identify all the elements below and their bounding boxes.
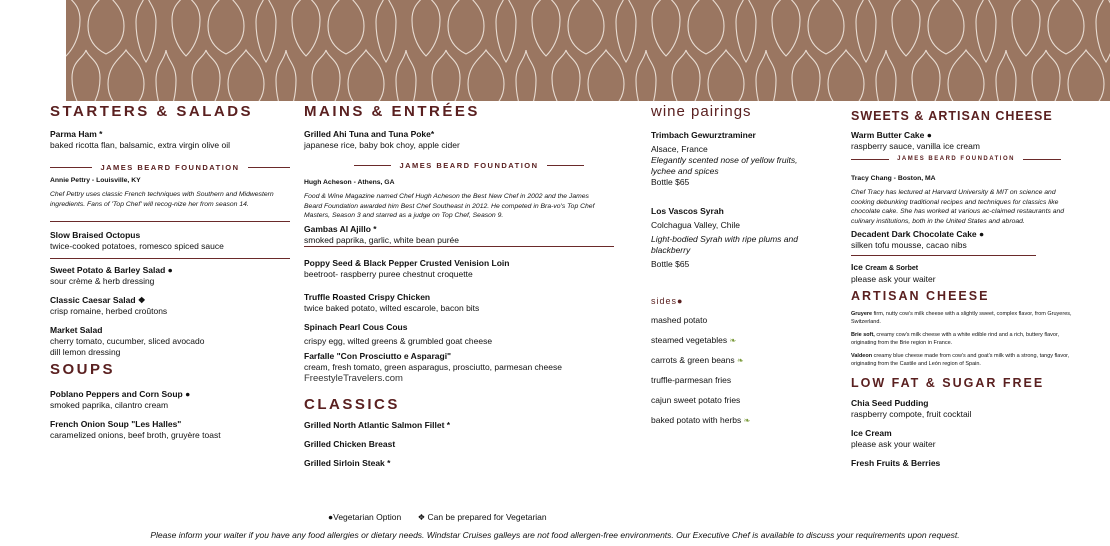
wine-item [651,206,821,270]
wine-heading: wine pairings [651,103,752,120]
amphora-shape [756,50,776,101]
amphora-shape [588,50,624,101]
amphora-shape [1048,0,1084,54]
amphora-shape [636,50,656,101]
chef-bio: Chef Pettry uses classic French techniques with Southern and Midwestern ingredients. Fans of 'Top Chef' will recog-nize her from season 14. [50,191,274,208]
allergy-footer: Please inform your waiter if you have any food allergies or dietary needs. Windstar Cruises galleys are not food allergen-free environments. Our Executive Chef is available to discuss your requirements upon request. [150,530,960,540]
cheese-item [851,331,1076,347]
menu-item [851,229,1076,251]
item-desc: twice baked potato, wilted escarole, bacon bits [304,302,480,313]
cheese-desc: creamy cow's milk cheese with a white edible rind and a rich, buttery flavor, originating from the Brie region in France. [851,332,1060,346]
item-name: Slow Braised Octopus [50,230,141,240]
item-desc: sour crème & herb dressing [50,276,155,286]
amphora-pattern [66,0,1110,101]
amphora-shape [532,0,560,56]
amphora-shape [136,0,156,62]
amphora-shape [568,0,604,54]
item-desc: please ask your waiter [851,439,936,449]
chef-name: Hugh Acheson - Athens, GA [304,179,395,186]
amphora-shape [856,0,876,62]
amphora-shape [156,50,176,101]
watermark-text: FreestyleTravelers.com [304,372,403,384]
item-name: Gambas Al Ajillo * [304,223,377,234]
amphora-shape [468,50,504,101]
item-name: Parma Ham * [50,129,103,139]
amphora-shape [652,0,680,56]
wine-name: Trimbach Gewurztraminer [651,130,756,140]
side-item [651,335,821,346]
cheese-desc: creamy blue cheese made from cow's and goat's milk with a strong, tangy flavor, originating from the Castile and León region of Spain. [851,353,1070,367]
menu-item [304,292,614,314]
amphora-shape [736,0,756,62]
classics-heading: CLASSICS [304,395,400,413]
amphora-shape [672,50,700,101]
chef-bio: Chef Tracy has lectured at Harvard University & MIT on science and cooking debunking traditional recipes and techniques for classics like chocolate cake. She has worked at various ac-claimed restaurants and culinary institutions, both in the United States and abroad. [851,189,1065,225]
menu-item [50,230,290,252]
side-item-label: baked potato with herbs [651,415,742,425]
soups-heading: SOUPS [50,361,116,378]
amphora-shape [208,0,244,54]
item-name: Classic Caesar Salad ❖ [50,295,146,305]
item-name: Grilled Sirloin Steak * [304,457,391,468]
cheese-item [851,352,1076,368]
menu-item [304,322,614,347]
item-name: Chia Seed Pudding [851,398,929,408]
amphora-shape [396,50,416,101]
cheese-name: Brie soft, [851,332,875,338]
side-item: truffle-parmesan fries [651,375,732,385]
item-name: Poppy Seed & Black Pepper Crusted Venision Loin [304,257,510,268]
cheese-desc: firm, nutty cow's milk cheese with a slightly sweet, complex flavor, from Gruyeres, Switzerland. [851,311,1072,325]
wine-notes: Light-bodied Syrah with ripe plums and blackberry [651,234,798,255]
item-subtitle: Cream & Sorbet [865,265,919,272]
item-desc: beetroot- raspberry puree chestnut croquette [304,268,473,279]
amphora-shape [276,50,296,101]
menu-item [851,130,1076,152]
wine-price: Bottle $65 [651,259,690,269]
menu-item [304,458,614,469]
menu-item [304,420,614,431]
item-desc: baked ricotta flan, balsamic, extra virgin olive oil [50,140,230,150]
wine-region: Colchagua Valley, Chile [651,220,740,230]
menu-item [50,325,290,358]
cheese-name: Gruyere [851,311,873,317]
item-desc: silken tofu mousse, cacao nibs [851,240,967,250]
amphora-shape [808,0,844,54]
amphora-shape [688,0,724,54]
item-desc: cream, fresh tomato, green asparagus, prosciutto, parmesan cheese [304,361,562,372]
item-desc: japanese rice, baby bok choy, apple cider [304,140,460,150]
amphora-shape [996,50,1016,101]
amphora-shape [552,50,580,101]
amphora-shape [228,50,264,101]
mains-heading: MAINS & ENTRÉES [304,103,480,120]
item-name: Fresh Fruits & Berries [851,458,941,468]
starters-column [50,103,290,441]
amphora-shape [876,50,896,101]
item-name: Decadent Dark Chocolate Cake ● [851,229,985,239]
amphora-shape [496,0,516,62]
leaf-icon: ❧ [743,416,751,425]
wine-price: Bottle $65 [651,177,690,187]
amphora-shape [772,0,800,56]
cheese-item [851,310,1076,326]
item-name: Sweet Potato & Barley Salad ● [50,265,173,275]
amphora-shape [172,0,200,56]
amphora-shape [1068,50,1104,101]
item-desc: smoked paprika, cilantro cream [50,400,169,410]
amphora-shape [412,0,440,56]
chef-name: Tracy Chang - Boston, MA [851,175,936,182]
amphora-shape [72,50,100,101]
amphora-shape [348,50,384,101]
mains-column [304,103,614,469]
chef-name: Annie Pettry - Louisville, KY [50,177,141,184]
item-desc: smoked paprika, garlic, white bean purée [304,234,459,245]
wine-notes: Elegantly scented nose of yellow fruits, lychee and spices [651,155,798,176]
jbf-divider [50,163,290,172]
vegetarian-legend: ●Vegetarian Option [328,512,402,522]
item-desc: crisp romaine, herbed croûtons [50,306,168,316]
item-name: Grilled Ahi Tuna and Tuna Poke* [304,129,435,139]
amphora-shape [376,0,396,62]
can-vegetarian-legend: ❖ Can be prepared for Vegetarian [417,512,547,522]
decorative-amphora-banner [66,0,1110,101]
amphora-shape [616,0,636,62]
jbf-divider [851,156,1061,162]
chef-bio: Food & Wine Magazine named Chef Hugh Acheson the Best New Chef in 2002 and the James Beard Foundation awarded him Best Chef Southeast in 2012. He competed in Bra-vo's Top Chef Masters, Season 3 and starred as a judge on Top Chef, Season 9. [304,193,595,219]
amphora-shape [948,50,984,101]
menu-item [304,129,614,151]
amphora-shape [792,50,820,101]
item-name: Truffle Roasted Crispy Chicken [304,291,431,302]
sweets-column [851,107,1076,469]
jbf-label: JAMES BEARD FOUNDATION [100,163,240,172]
amphora-shape [192,50,220,101]
menu-item [304,224,614,246]
item-name: Grilled North Atlantic Salmon Fillet * [304,419,451,430]
divider [851,255,1036,256]
sides-heading: sides● [651,296,684,306]
amphora-shape [66,0,80,56]
item-desc: raspberry compote, fruit cocktail [851,409,972,419]
amphora-shape [292,0,320,56]
menu-item [304,351,614,384]
cheese-heading: ARTISAN CHEESE [851,289,990,303]
amphora-shape [708,50,744,101]
amphora-shape [1032,50,1060,101]
item-desc: cherry tomato, cucumber, sliced avocado [50,336,205,346]
amphora-shape [892,0,920,56]
amphora-shape [1096,0,1110,62]
wine-name: Los Vascos Syrah [651,206,724,216]
amphora-shape [928,0,964,54]
item-name: French Onion Soup "Les Halles" [50,419,182,429]
amphora-shape [912,50,940,101]
side-item [651,355,821,366]
item-name: Ice [851,262,863,272]
item-name: Market Salad [50,325,103,335]
cheese-name: Valdeon [851,353,873,359]
divider [304,246,614,247]
wine-item [651,130,821,188]
amphora-shape [448,0,484,54]
item-name: Warm Butter Cake ● [851,130,932,140]
sweets-heading: SWEETS & ARTISAN CHEESE [851,109,1053,123]
menu-item [851,458,1076,469]
amphora-shape [108,50,144,101]
wine-column [651,103,821,426]
menu-item [304,439,614,450]
menu-item [50,389,290,411]
item-name: Grilled Chicken Breast [304,438,396,449]
side-item [651,415,821,426]
amphora-shape [976,0,996,62]
item-desc: please ask your waiter [851,274,936,284]
item-desc: caramelized onions, beef broth, gruyère toast [50,430,221,440]
menu-item [851,262,1076,285]
item-name: Ice Cream [851,428,892,438]
amphora-shape [516,50,536,101]
amphora-shape [328,0,364,54]
menu-item [50,265,290,287]
amphora-shape [1012,0,1040,56]
jbf-label: JAMES BEARD FOUNDATION [897,156,1015,162]
amphora-shape [256,0,276,62]
amphora-shape [88,0,124,54]
side-item: mashed potato [651,315,708,325]
item-name: Spinach Pearl Cous Cous [304,321,408,332]
amphora-shape [828,50,864,101]
menu-item [304,258,614,280]
jbf-divider [354,161,584,170]
jbf-label: JAMES BEARD FOUNDATION [399,161,539,170]
side-item-label: carrots & green beans [651,355,735,365]
menu-item [50,419,290,441]
side-item-label: steamed vegetables [651,335,728,345]
menu-item [50,295,290,317]
menu-item [851,398,1076,420]
item-desc: dill lemon dressing [50,347,121,357]
divider [50,221,290,222]
leaf-icon: ❧ [729,336,737,345]
divider [50,258,290,259]
item-name: Farfalle "Con Prosciutto e Asparagi" [304,350,452,361]
item-desc: crispy egg, wilted greens & grumbled goat cheese [304,335,493,346]
lowfat-heading: LOW FAT & SUGAR FREE [851,376,1045,390]
menu-item [50,129,290,151]
starters-heading: STARTERS & SALADS [50,103,254,120]
side-item: cajun sweet potato fries [651,395,741,405]
amphora-shape [312,50,340,101]
item-desc: twice-cooked potatoes, romesco spiced sauce [50,241,224,251]
wine-region: Alsace, France [651,144,708,154]
leaf-icon: ❧ [737,356,744,365]
amphora-shape [432,50,460,101]
dietary-legend [328,512,547,523]
item-desc: raspberry sauce, vanilla ice cream [851,141,980,151]
item-name: Poblano Peppers and Corn Soup ● [50,389,191,399]
menu-item [851,428,1076,450]
